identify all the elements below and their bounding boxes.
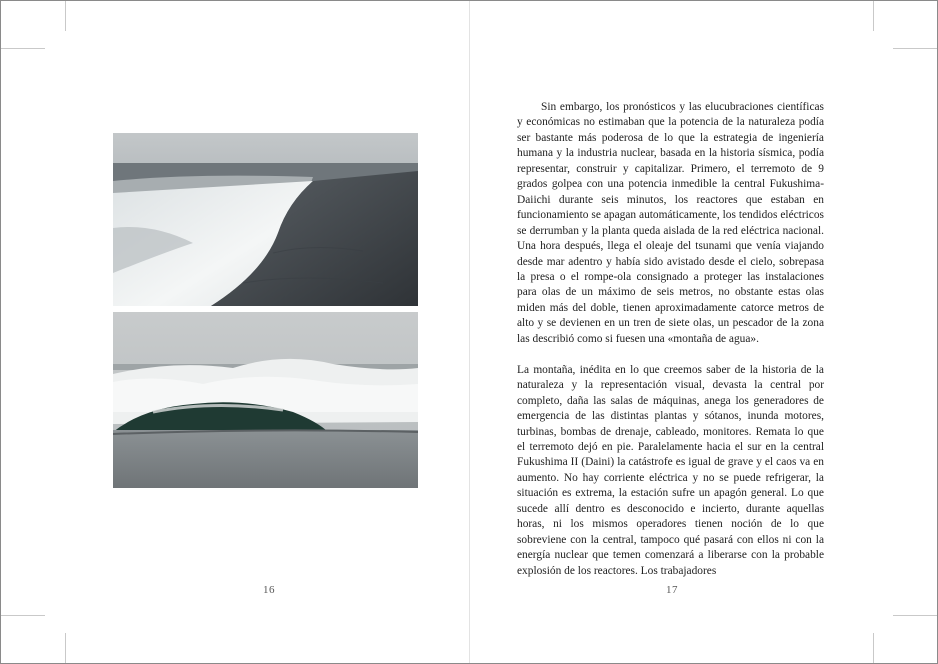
crop-mark — [1, 48, 45, 49]
crop-mark — [893, 615, 937, 616]
page-number-right: 17 — [666, 584, 678, 596]
page-number-left: 16 — [263, 584, 275, 596]
crop-mark — [65, 633, 66, 663]
crop-mark — [873, 633, 874, 663]
paragraph: Sin embargo, los pronósticos y las elucubraciones científicas y económicas no estimaban que la potencia de la naturaleza podía ser bastante más poderosa de lo que la estrategia de ingeniería humana y la industria nuclear, basada en la historia sísmica, podía representar, construir y capitalizar. Primero, el terremoto de 9 grados golpea con una potencia inmedible la central Fukushima-Daiichi durante seis minutos, los reactores que estaban en funcionamiento se apagan automáticamente, los tendidos eléctricos se derrumban y la planta queda aislada de la red eléctrica nacional. Una hora después, llega el oleaje del tsunami que venía viajando desde mar adentro y había sido avistado desde el cielo, sobrepasa la presa o el rompe-ola consignado a proteger las instalaciones para olas de un máximo de seis metros, no obstante estas olas miden más del doble, tienen aproximadamente catorce metros de alto y se devienen en un tren de siete olas, un pescador de la zona las describió como si fuesen una «montaña de agua». — [517, 101, 824, 345]
crop-mark — [65, 1, 66, 31]
page-gutter — [469, 1, 470, 663]
tsunami-breaking-wave-icon — [113, 312, 418, 488]
crop-mark — [873, 1, 874, 31]
tsunami-wave-coast-icon — [113, 133, 418, 306]
paragraph: La montaña, inédita en lo que creemos saber de la historia de la naturaleza y la representación visual, devasta la central por completo, daña las salas de máquinas, anega los generadores de emergencia de las distintas plantas y sótanos, inunda motores, turbinas, bombas de drenaje, cableado, monitores. Remata lo que el terremoto dejó en pie. Paralelamente hacia el sur en la central Fukushima II (Daini) la catástrofe es igual de grave y el caos va en aumento. No hay corriente eléctrica y no se puede refrigerar, la situación es extrema, la estación sufre un apagón general. Lo que sucede allí dentro es desconocido e incierto, durante aquellas horas, ni los mismos operadores tienen noción de lo que sobreviene con la central, tampoco qué pasará con ellos ni con la energía nuclear que temen comenzará a liberarse con la probable explosión de los reactores. Los trabajadores — [517, 363, 824, 577]
crop-mark — [1, 615, 45, 616]
crop-mark — [893, 48, 937, 49]
body-text — [517, 100, 824, 579]
